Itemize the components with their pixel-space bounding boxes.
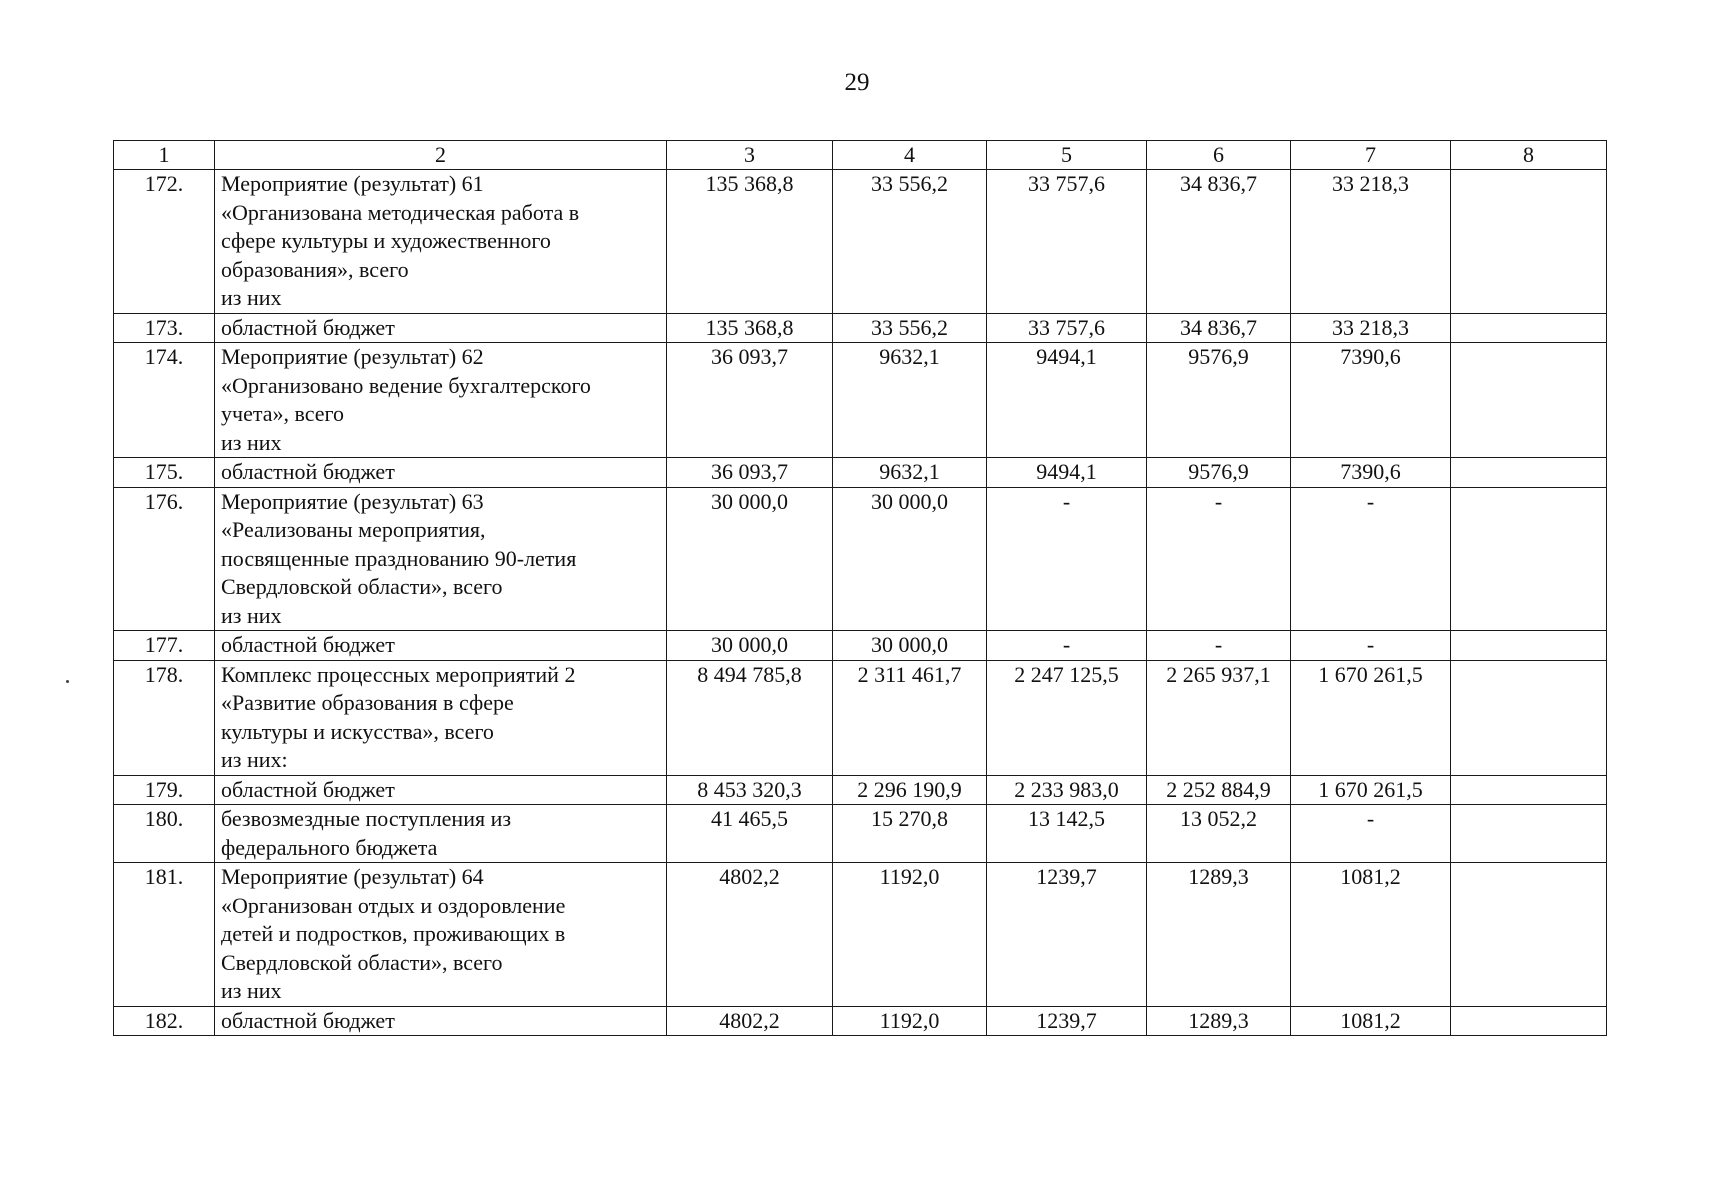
table-row [114,170,1607,314]
cell-col-8 [1451,631,1607,661]
row-name-line: из них [221,429,282,455]
row-name-line: «Развитие образования в сфере [221,690,514,715]
cell-col-7: - [1291,487,1451,631]
row-name-line: Мероприятие (результат) 64 [221,864,484,889]
cell-col-3: 8 453 320,3 [667,775,833,805]
cell-col-7: - [1291,631,1451,661]
cell-col-5: 33 757,6 [987,313,1147,343]
cell-col-7: 1081,2 [1291,1006,1451,1036]
row-name [215,313,667,343]
cell-col-3: 36 093,7 [667,343,833,458]
cell-col-8 [1451,458,1607,488]
cell-col-4: 2 296 190,9 [833,775,987,805]
row-name-line: Комплекс процессных мероприятий 2 [221,661,576,687]
cell-col-6: 2 265 937,1 [1147,660,1291,775]
cell-col-8 [1451,775,1607,805]
cell-col-7: 33 218,3 [1291,170,1451,314]
cell-col-5: - [987,487,1147,631]
row-name [215,775,667,805]
table-row [114,660,1607,775]
cell-col-3: 135 368,8 [667,170,833,314]
row-name-line: «Организован отдых и оздоровление [221,892,566,918]
row-name-line: из них [221,285,282,310]
row-name-line: областной бюджет [221,1007,395,1033]
cell-col-8 [1451,863,1607,1007]
cell-col-8 [1451,487,1607,631]
row-name [215,487,667,631]
row-name-line: областной бюджет [221,776,395,802]
cell-col-3: 41 465,5 [667,805,833,863]
cell-col-8 [1451,170,1607,314]
cell-col-3: 30 000,0 [667,631,833,661]
cell-col-5: 33 757,6 [987,170,1147,314]
header-col-4: 4 [833,141,987,170]
budget-table [113,140,1607,1036]
row-name-line: Мероприятие (результат) 62 [221,344,484,369]
header-col-6: 6 [1147,141,1291,170]
cell-col-6: 34 836,7 [1147,170,1291,314]
row-name-line: учета», всего [221,401,345,426]
cell-col-4: 15 270,8 [833,805,987,863]
table-row [114,631,1607,661]
cell-col-3: 8 494 785,8 [667,660,833,775]
row-name-line: из них [221,978,282,1003]
row-number: 176. [114,487,215,631]
cell-col-6: 2 252 884,9 [1147,775,1291,805]
header-col-8: 8 [1451,141,1607,170]
scan-dot-mark [66,680,69,683]
cell-col-7: 7390,6 [1291,458,1451,488]
table-row [114,313,1607,343]
table-row [114,775,1607,805]
cell-col-8 [1451,313,1607,343]
row-number: 178. [114,660,215,775]
cell-col-6: 1289,3 [1147,863,1291,1007]
header-col-3: 3 [667,141,833,170]
cell-col-5: 2 247 125,5 [987,660,1147,775]
cell-col-7: 1081,2 [1291,863,1451,1007]
row-name-line: безвозмездные поступления из [221,806,512,831]
cell-col-6: - [1147,487,1291,631]
cell-col-5: 9494,1 [987,458,1147,488]
cell-col-8 [1451,343,1607,458]
row-name-line: «Реализованы мероприятия, [221,517,486,542]
row-name-line: из них [221,602,282,628]
cell-col-4: 9632,1 [833,343,987,458]
row-number: 181. [114,863,215,1007]
header-col-2: 2 [215,141,667,170]
cell-col-4: 1192,0 [833,1006,987,1036]
row-name-line: Мероприятие (результат) 61 [221,171,484,196]
row-name-line: областной бюджет [221,459,395,484]
cell-col-4: 33 556,2 [833,313,987,343]
row-number: 180. [114,805,215,863]
row-name-line: из них: [221,747,288,772]
table-row [114,805,1607,863]
cell-col-6: - [1147,631,1291,661]
cell-col-4: 30 000,0 [833,631,987,661]
table-row [114,458,1607,488]
cell-col-3: 4802,2 [667,1006,833,1036]
row-name-line: посвященные празднованию 90-летия [221,545,577,571]
header-col-1: 1 [114,141,215,170]
row-name-line: образования», всего [221,256,409,282]
cell-col-3: 135 368,8 [667,313,833,343]
row-number: 177. [114,631,215,661]
row-name [215,660,667,775]
cell-col-3: 4802,2 [667,863,833,1007]
cell-col-7: 7390,6 [1291,343,1451,458]
header-col-7: 7 [1291,141,1451,170]
row-name-line: областной бюджет [221,314,395,340]
table-row [114,487,1607,631]
row-name [215,343,667,458]
header-col-5: 5 [987,141,1147,170]
table-row [114,343,1607,458]
table-header [114,141,1607,170]
cell-col-8 [1451,1006,1607,1036]
cell-col-6: 34 836,7 [1147,313,1291,343]
cell-col-4: 30 000,0 [833,487,987,631]
row-name [215,458,667,488]
cell-col-6: 13 052,2 [1147,805,1291,863]
cell-col-3: 36 093,7 [667,458,833,488]
row-name [215,631,667,661]
cell-col-5: 13 142,5 [987,805,1147,863]
cell-col-4: 1192,0 [833,863,987,1007]
table-row [114,1006,1607,1036]
table-row [114,863,1607,1007]
row-number: 182. [114,1006,215,1036]
row-number: 179. [114,775,215,805]
row-name [215,863,667,1007]
cell-col-6: 9576,9 [1147,343,1291,458]
row-name-line: областной бюджет [221,632,395,657]
row-name-line: сфере культуры и художественного [221,228,551,253]
cell-col-8 [1451,805,1607,863]
cell-col-7: 33 218,3 [1291,313,1451,343]
row-name [215,1006,667,1036]
cell-col-6: 1289,3 [1147,1006,1291,1036]
header-row [114,141,1607,170]
row-number: 175. [114,458,215,488]
cell-col-5: 1239,7 [987,863,1147,1007]
cell-col-7: - [1291,805,1451,863]
cell-col-7: 1 670 261,5 [1291,775,1451,805]
row-name-line: Свердловской области», всего [221,574,503,599]
row-name-line: «Организовано ведение бухгалтерского [221,372,591,398]
row-name [215,805,667,863]
page-number: 29 [844,69,870,96]
row-number: 174. [114,343,215,458]
row-name-line: «Организована методическая работа в [221,199,580,225]
cell-col-4: 9632,1 [833,458,987,488]
row-name-line: культуры и искусства», всего [221,718,494,744]
cell-col-3: 30 000,0 [667,487,833,631]
row-name-line: Свердловской области», всего [221,949,503,975]
cell-col-8 [1451,660,1607,775]
cell-col-7: 1 670 261,5 [1291,660,1451,775]
row-number: 173. [114,313,215,343]
row-name [215,170,667,314]
cell-col-5: 9494,1 [987,343,1147,458]
row-name-line: детей и подростков, проживающих в [221,921,566,946]
row-name-line: Мероприятие (результат) 63 [221,488,484,514]
cell-col-5: - [987,631,1147,661]
cell-col-6: 9576,9 [1147,458,1291,488]
cell-col-5: 2 233 983,0 [987,775,1147,805]
row-number: 172. [114,170,215,314]
row-name-line: федерального бюджета [221,834,438,860]
cell-col-4: 2 311 461,7 [833,660,987,775]
cell-col-5: 1239,7 [987,1006,1147,1036]
table-body [114,170,1607,1036]
cell-col-4: 33 556,2 [833,170,987,314]
